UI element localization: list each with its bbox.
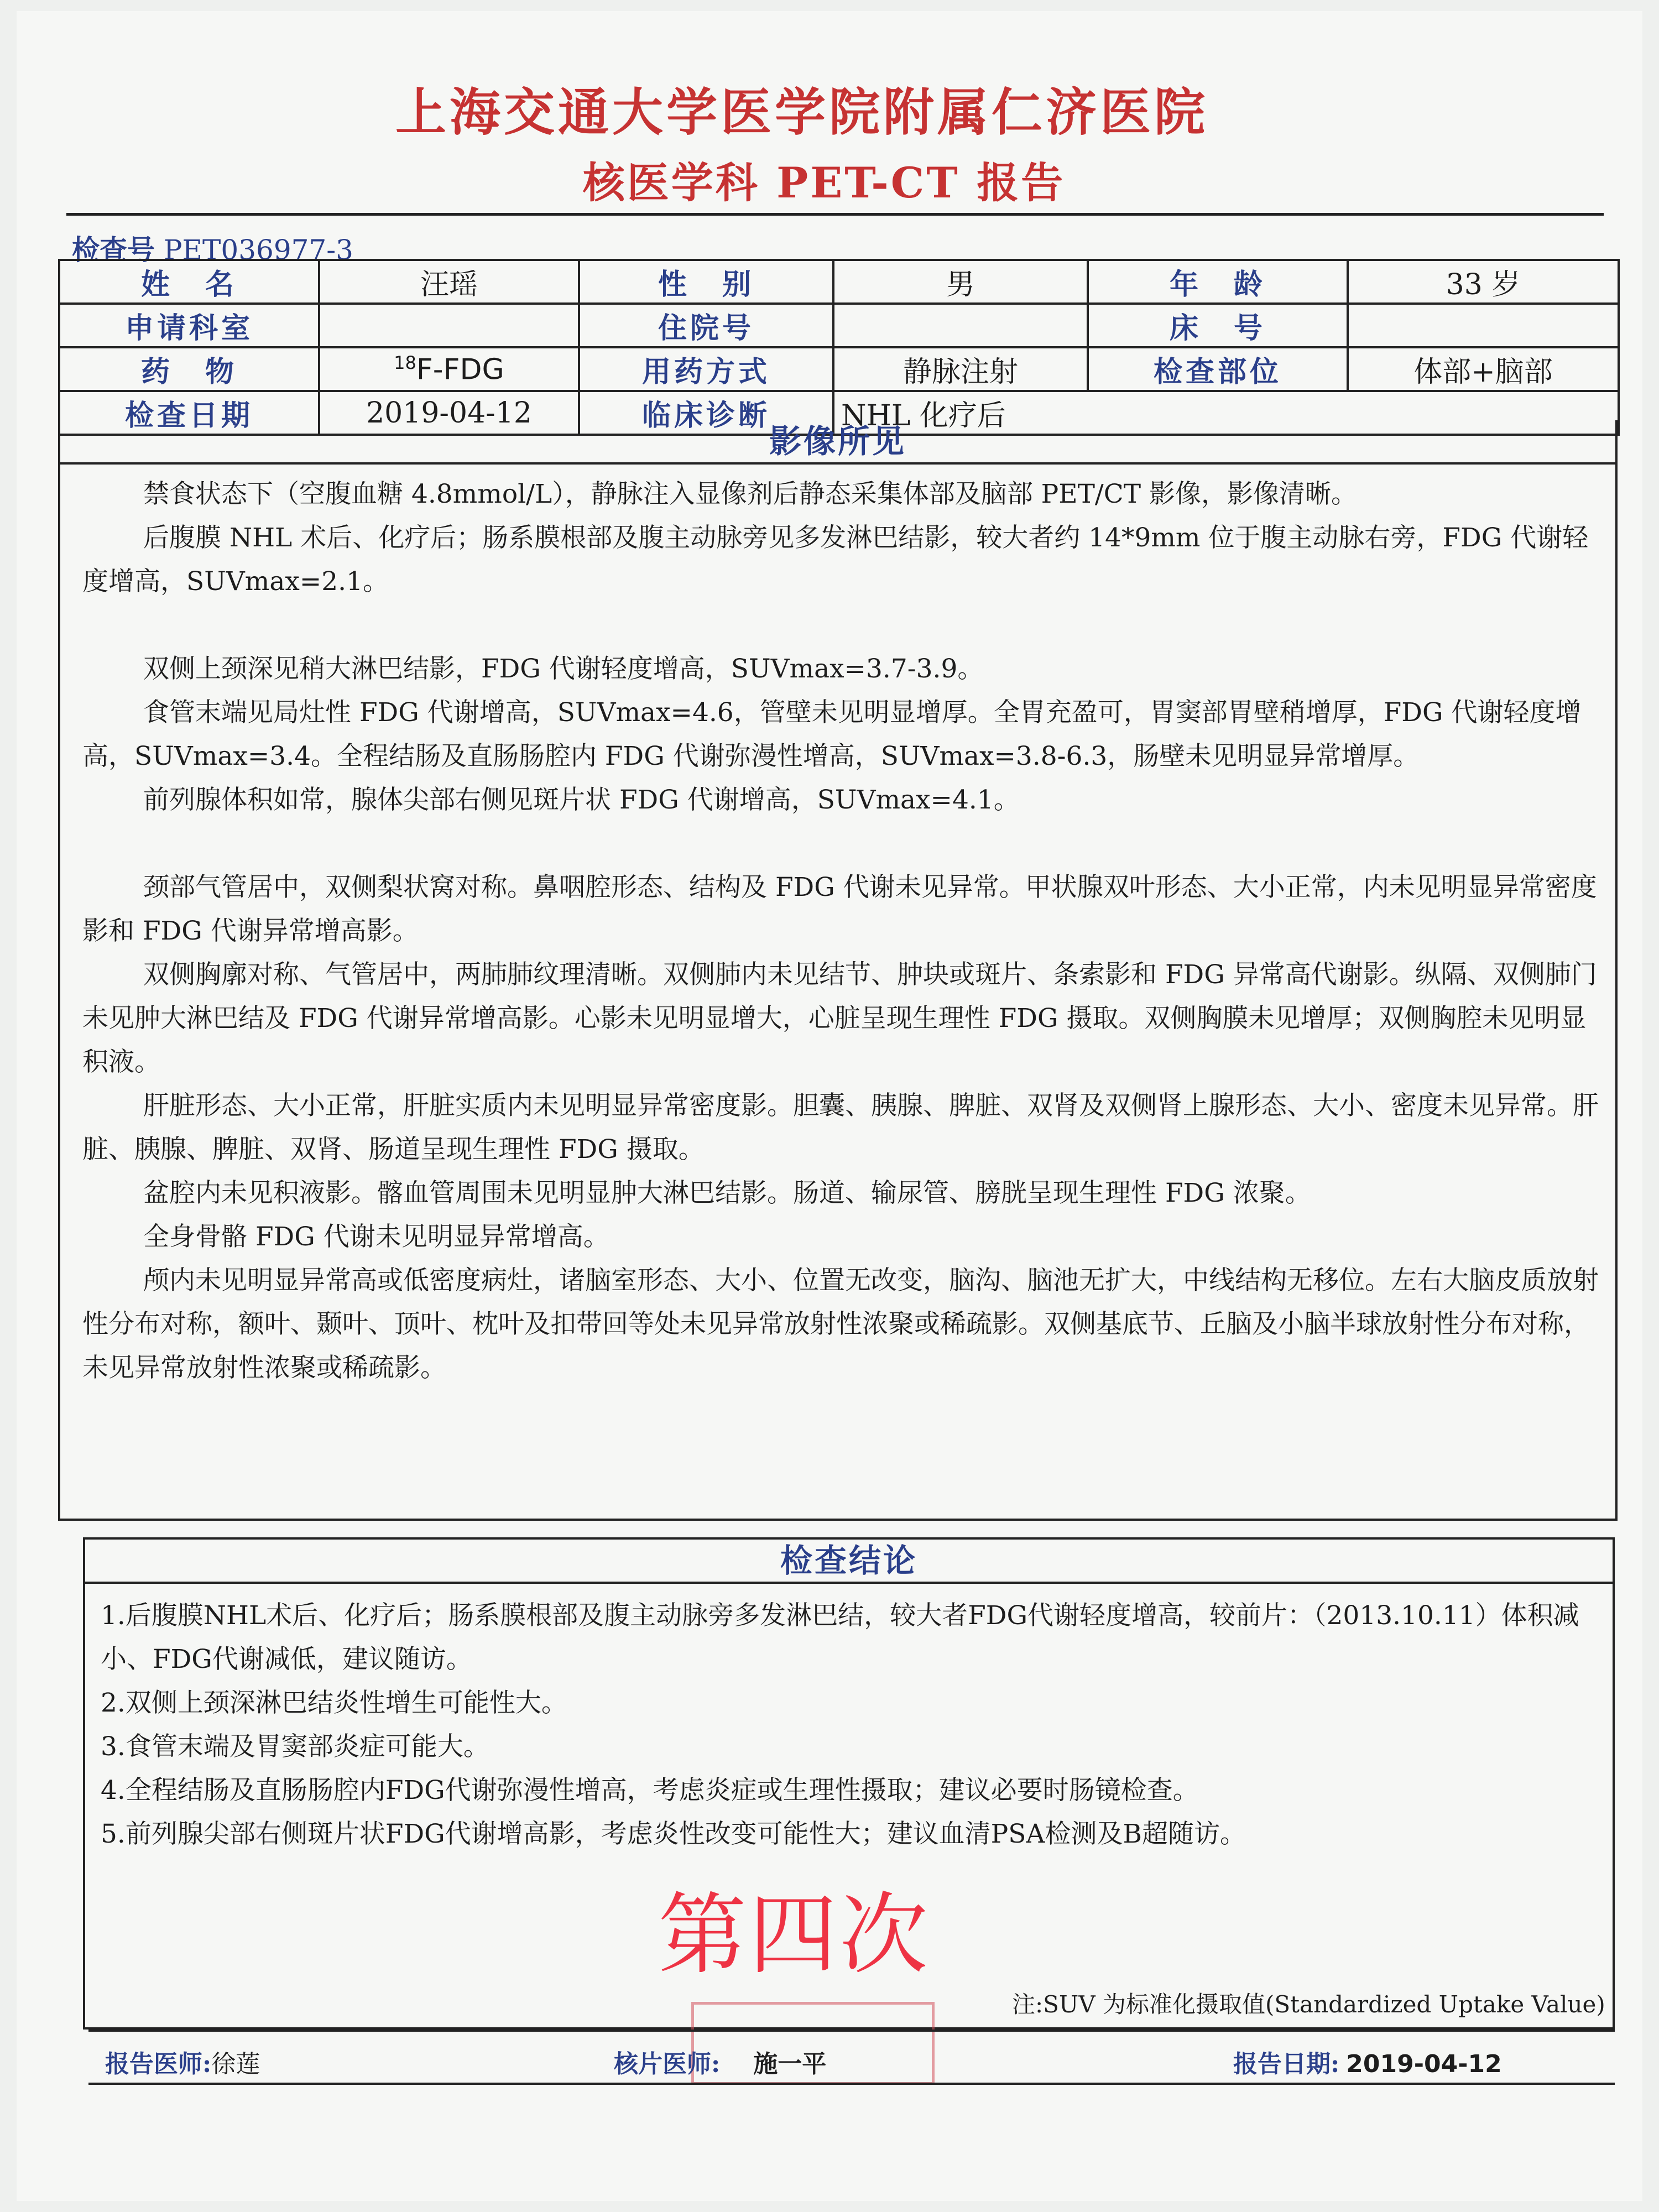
- patient-sex: 男: [833, 260, 1088, 304]
- age-label: 年 龄: [1088, 260, 1348, 304]
- report-date-label: 报告日期:: [1233, 2050, 1340, 2078]
- bed-number: [1348, 304, 1619, 347]
- findings-paragraph: 颅内未见明显异常高或低密度病灶，诸脑室形态、大小、位置无改变，脑沟、脑池无扩大，中线结构无移位。左右大脑皮质放射性分布对称，额叶、颞叶、顶叶、枕叶及扣带回等处未见异常放射性浓聚或稀疏影。双侧基底节、丘脑及小脑半球放射性分布对称，未见异常放射性浓聚或稀疏影。: [82, 1265, 1599, 1383]
- findings-paragraph: 双侧上颈深见稍大淋巴结影，FDG 代谢轻度增高，SUVmax=3.7-3.9。: [143, 654, 984, 684]
- dept-label: 申请科室: [59, 304, 319, 347]
- drug-value: [319, 347, 579, 391]
- findings-paragraph: 双侧胸廓对称、气管居中，两肺肺纹理清晰。双侧肺内未见结节、肿块或斑片、条索影和 FDG 异常高代谢影。纵隔、双侧肺门未见肿大淋巴结及 FDG 代谢异常增高影。心影未见明显增大，心脏呈现生理性 FDG 摄取。双侧胸膜未见增厚；双侧胸腔未见明显积液。: [82, 959, 1597, 1077]
- exam-number-label: 检查号: [72, 233, 155, 266]
- drug-label: 药 物: [59, 347, 319, 391]
- report-date: [1233, 2044, 1502, 2079]
- conclusion-item: 2.双侧上颈深淋巴结炎性增生可能性大。: [101, 1688, 567, 1718]
- site-value: 体部+脑部: [1348, 347, 1619, 391]
- findings-paragraph: 全身骨骼 FDG 代谢未见明显异常增高。: [143, 1222, 609, 1252]
- findings-title: 影像所见: [60, 420, 1615, 465]
- findings-paragraph: 盆腔内未见积液影。髂血管周围未见明显肿大淋巴结影。肠道、输尿管、膀胱呈现生理性 FDG 浓聚。: [143, 1178, 1311, 1208]
- findings-section: [58, 420, 1618, 1521]
- conclusion-item: 1.后腹膜NHL术后、化疗后；肠系膜根部及腹主动脉旁多发淋巴结，较大者FDG代谢轻度增高，较前片：（2013.10.11）体积减小、FDG代谢减低，建议随访。: [101, 1600, 1579, 1674]
- hospital-title: 上海交通大学医学院附属仁济医院: [395, 82, 1208, 142]
- findings-paragraph: 食管末端见局灶性 FDG 代谢增高，SUVmax=4.6，管壁未见明显增厚。全胃充盈可，胃窦部胃壁稍增厚，FDG 代谢轻度增高，SUVmax=3.4。全程结肠及直肠肠腔内 FDG 代谢弥漫性增高，SUVmax=3.8-6.3，肠壁未见明显异常增厚。: [82, 697, 1582, 771]
- spacer: [82, 603, 1599, 647]
- suv-note: 注:SUV 为标准化摄取值(Standardized Uptake Value): [1012, 1991, 1605, 2018]
- findings-body: [60, 465, 1615, 1390]
- report-doctor-name: 徐莲: [211, 2050, 260, 2078]
- report-title: 核医学科 PET-CT 报告: [582, 158, 1066, 207]
- handwritten-annotation: 第四次: [658, 1883, 931, 1986]
- inpatient-label: 住院号: [579, 304, 833, 347]
- clinical-diagnosis: NHL 化疗后: [833, 391, 1619, 435]
- conclusion-item: 3.食管末端及胃窦部炎症可能大。: [101, 1731, 489, 1762]
- route-value: 静脉注射: [833, 347, 1088, 391]
- findings-paragraph: 后腹膜 NHL 术后、化疗后；肠系膜根部及腹主动脉旁见多发淋巴结影，较大者约 14*9mm 位于腹主动脉右旁，FDG 代谢轻度增高，SUVmax=2.1。: [82, 523, 1589, 597]
- diagnosis-label: 临床诊断: [579, 391, 833, 435]
- review-doctor-name: 施一平: [753, 2050, 827, 2078]
- exam-number-value: PET036977-3: [163, 234, 353, 266]
- patient-age: 33 岁: [1348, 260, 1619, 304]
- report-footer: [88, 2030, 1615, 2085]
- conclusion-title: 检查结论: [85, 1540, 1613, 1584]
- patient-dept: [319, 304, 579, 347]
- findings-paragraph: 肝脏形态、大小正常，肝脏实质内未见明显异常密度影。胆囊、胰腺、脾脏、双肾及双侧肾上腺形态、大小、密度未见异常。肝脏、胰腺、脾脏、双肾、肠道呈现生理性 FDG 摄取。: [82, 1091, 1599, 1165]
- drug-name: F-FDG: [416, 353, 504, 387]
- conclusion-item: 5.前列腺尖部右侧斑片状FDG代谢增高影，考虑炎性改变可能性大；建议血清PSA检测及B超随访。: [101, 1819, 1246, 1849]
- findings-paragraph: 前列腺体积如常，腺体尖部右侧见斑片状 FDG 代谢增高，SUVmax=4.1。: [143, 785, 1020, 815]
- info-row-3: [59, 347, 1619, 391]
- report-doctor-label: 报告医师:: [105, 2050, 212, 2078]
- review-doctor: [614, 2044, 826, 2079]
- info-row-1: [59, 260, 1619, 304]
- findings-paragraph: 禁食状态下（空腹血糖 4.8mmol/L），静脉注入显像剂后静态采集体部及脑部 PET/CT 影像，影像清晰。: [143, 479, 1357, 509]
- conclusion-list: [85, 1584, 1613, 1856]
- report-doctor: [105, 2044, 260, 2079]
- conclusion-item: 4.全程结肠及直肠肠腔内FDG代谢弥漫性增高，考虑炎症或生理性摄取；建议必要时肠镜检查。: [101, 1775, 1199, 1806]
- sex-label: 性 别: [579, 260, 833, 304]
- patient-name: 汪瑶: [319, 260, 579, 304]
- review-doctor-label: 核片医师:: [614, 2050, 721, 2078]
- name-label: 姓 名: [59, 260, 319, 304]
- patient-info-table: [58, 259, 1620, 436]
- date-label: 检查日期: [59, 391, 319, 435]
- drug-isotope: 18: [394, 352, 416, 373]
- report-date-value: 2019-04-12: [1346, 2050, 1502, 2078]
- inpatient-number: [833, 304, 1088, 347]
- info-row-2: [59, 304, 1619, 347]
- route-label: 用药方式: [579, 347, 833, 391]
- site-label: 检查部位: [1088, 347, 1348, 391]
- spacer: [82, 822, 1599, 865]
- bed-label: 床 号: [1088, 304, 1348, 347]
- header-rule: [66, 213, 1604, 216]
- findings-paragraph: 颈部气管居中，双侧梨状窝对称。鼻咽腔形态、结构及 FDG 代谢未见异常。甲状腺双叶形态、大小正常，内未见明显异常密度影和 FDG 代谢异常增高影。: [82, 872, 1597, 946]
- exam-date: 2019-04-12: [319, 391, 579, 435]
